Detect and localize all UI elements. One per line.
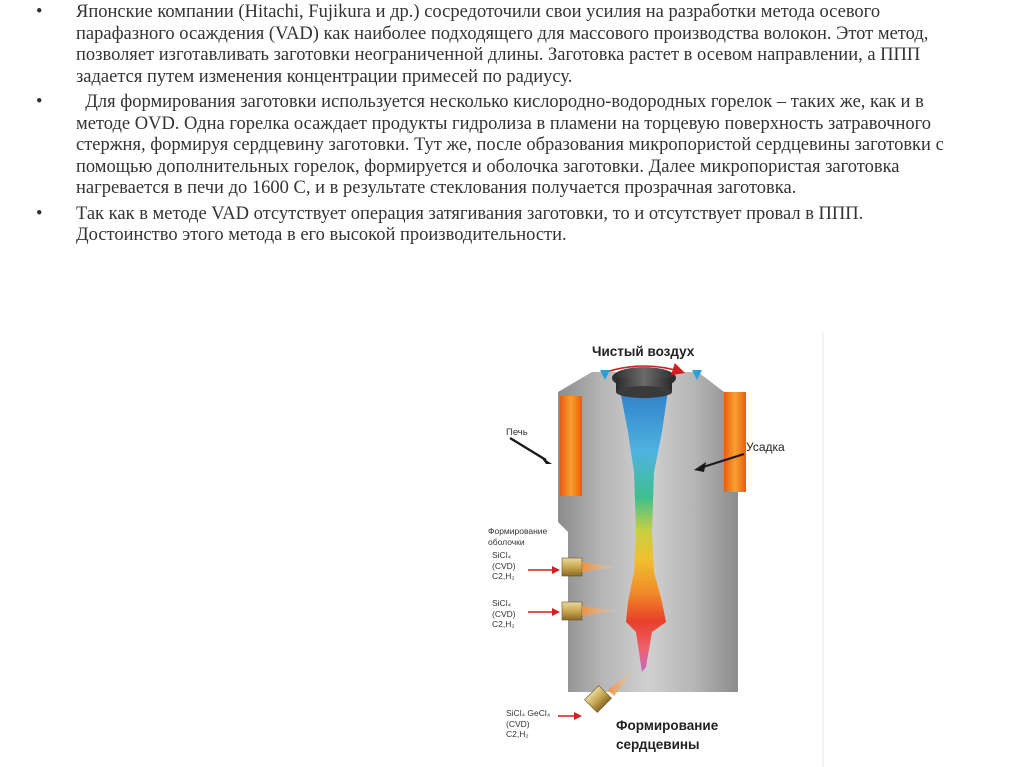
bullet-list	[36, 2, 966, 251]
burner2-gases-label: SiCl₄ (CVD) C2,H₂	[492, 598, 516, 629]
cladding-formation-label: Формирование оболочки	[488, 526, 548, 547]
furnace-heater-right	[724, 392, 746, 492]
bullet-text: Для формирования заготовки используется несколько кислородно-водородных горелок – таких же, как и в методе OVD. Одна горелка осаждает продукты гидролиза в пламени на торцевую поверхность затравочного стержня, формируя сердцевину заготовки. Тут же, после образования микропористой сердцевины заготовки с помощью дополнительных горелок, формируется и оболочка заготовки. Далее микропористая заготовка нагревается в печи до 1600 С, и в результате стеклования получается прозрачная заготовка.	[76, 92, 949, 198]
furnace-heater-left	[560, 396, 582, 496]
bullet-item	[36, 204, 966, 247]
bullet-text: Японские компании (Hitachi, Fujikura и др.) сосредоточили свои усилия на разработки метода осевого парафазного осаждения (VAD) как наиболее подходящего для массового производства волокон. Этот метод, позволяет изготавливать заготовки неограниченной длины. Заготовка растет в осевом направлении, а ППП задается путем изменения концентрации примесей по радиусу.	[76, 2, 929, 87]
bullet-marker: •	[36, 203, 43, 224]
shrinkage-label: Усадка	[746, 440, 785, 454]
bullet-marker: •	[36, 92, 43, 112]
furnace-label: Печь	[506, 427, 528, 438]
clean-air-label: Чистый воздух	[592, 344, 695, 359]
core-formation-label: Формирование сердцевины	[616, 718, 719, 752]
bullet-item	[36, 92, 966, 200]
burner1-gases-label: SiCl₄ (CVD) C2,H₂	[492, 550, 516, 581]
bullet-item	[36, 2, 966, 88]
vad-diagram	[466, 332, 824, 767]
bullet-marker: •	[36, 2, 43, 22]
core-gases-label: SiCl₄ GeCl₄ (CVD) C2,H₂	[506, 708, 551, 739]
vad-diagram-graphic	[466, 332, 824, 767]
bullet-text: Так как в методе VAD отсутствует операция затягивания заготовки, то и отсутствует провал в ППП. Достоинство этого метода в его высокой производительности.	[76, 203, 864, 245]
